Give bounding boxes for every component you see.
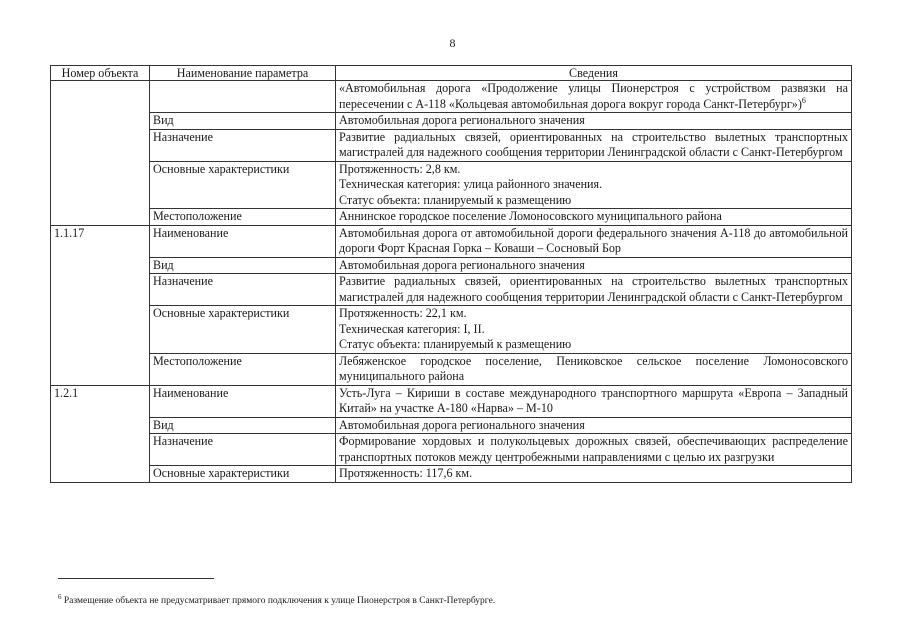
footnote-separator	[58, 578, 214, 579]
param-cell: Основные характеристики	[150, 161, 336, 209]
value-line: Статус объекта: планируемый к размещению	[339, 192, 572, 207]
value-cell	[336, 81, 852, 113]
page-number: 8	[449, 36, 456, 50]
header-object-number: Номер объекта	[51, 66, 150, 81]
table-row	[51, 209, 852, 226]
table-header-row	[51, 66, 852, 81]
value-cell: Развитие радиальных связей, ориентированных на строительство вылетных транспортных магистралей для надежного сообщения территории Ленинградской области с Санкт-Петербургом	[336, 274, 852, 306]
object-number-cell	[51, 81, 150, 226]
header-parameter-name: Наименование параметра	[150, 66, 336, 81]
footnote	[58, 592, 496, 606]
value-cell	[336, 161, 852, 209]
param-cell: Наименование	[150, 385, 336, 417]
param-cell: Назначение	[150, 434, 336, 466]
param-cell: Местоположение	[150, 353, 336, 385]
value-line: Техническая категория: улица районного значения.	[339, 177, 603, 191]
param-cell: Основные характеристики	[150, 466, 336, 483]
table-row	[51, 274, 852, 306]
table-row	[51, 434, 852, 466]
footnote-mark: 6	[58, 592, 62, 601]
param-cell	[150, 81, 336, 113]
table-row	[51, 306, 852, 354]
value-cell: Автомобильная дорога регионального значения	[336, 417, 852, 434]
param-cell: Основные характеристики	[150, 306, 336, 354]
value-line: Статус объекта: планируемый к размещению	[339, 337, 572, 351]
objects-table	[50, 65, 852, 483]
table-row	[51, 417, 852, 434]
table-row	[51, 385, 852, 417]
value-cell: Развитие радиальных связей, ориентированных на строительство вылетных транспортных магистралей для надежного сообщения территории Ленинградской области с Санкт-Петербургом	[336, 129, 852, 161]
table-row	[51, 466, 852, 483]
table-row	[51, 353, 852, 385]
value-line: Протяженность: 22,1 км.	[339, 306, 467, 320]
object-number-cell: 1.2.1	[51, 385, 150, 482]
value-cell: Формирование хордовых и полукольцевых дорожных связей, обеспечивающих распределение транспортных потоков между центробежными направлениями с целью их разгрузки	[336, 434, 852, 466]
value-cell: Лебяженское городское поселение, Пениковское сельское поселение Ломоносовского муниципального района	[336, 353, 852, 385]
value-cell: Аннинское городское поселение Ломоносовского муниципального района	[336, 209, 852, 226]
footnote-ref: 6	[801, 95, 806, 105]
value-line: Протяженность: 2,8 км.	[339, 161, 461, 176]
table-row	[51, 129, 852, 161]
table-row	[51, 225, 852, 257]
value-text: «Автомобильная дорога «Продолжение улицы Пионерстроя с устройством развязки на пересечении с А-118 «Кольцевая автомобильная дорога вокруг города Санкт-Петербург»)	[339, 81, 848, 111]
param-cell: Вид	[150, 417, 336, 434]
object-number-cell: 1.1.17	[51, 225, 150, 385]
value-cell: Автомобильная дорога от автомобильной дороги федерального значения А-118 до автомобильной дороги Форт Красная Горка – Коваши – Сосновый Бор	[336, 225, 852, 257]
value-line: Техническая категория: I, II.	[339, 321, 485, 336]
table-row	[51, 257, 852, 274]
value-cell	[336, 306, 852, 354]
param-cell: Назначение	[150, 274, 336, 306]
value-cell	[336, 466, 852, 483]
value-cell: Автомобильная дорога регионального значения	[336, 113, 852, 130]
param-cell: Назначение	[150, 129, 336, 161]
param-cell: Вид	[150, 257, 336, 274]
table-row	[51, 81, 852, 113]
table-row	[51, 113, 852, 130]
value-cell: Усть-Луга – Кириши в составе международного транспортного маршрута «Европа – Западный Китай» на участке А-180 «Нарва» – М-10	[336, 385, 852, 417]
table-row	[51, 161, 852, 209]
param-cell: Местоположение	[150, 209, 336, 226]
value-line: Протяженность: 117,6 км.	[339, 466, 473, 480]
param-cell: Вид	[150, 113, 336, 130]
header-details: Сведения	[336, 66, 852, 81]
value-cell: Автомобильная дорога регионального значения	[336, 257, 852, 274]
param-cell: Наименование	[150, 225, 336, 257]
footnote-text: Размещение объекта не предусматривает прямого подключения к улице Пионерстроя в Санкт-Петербурге.	[63, 596, 496, 606]
